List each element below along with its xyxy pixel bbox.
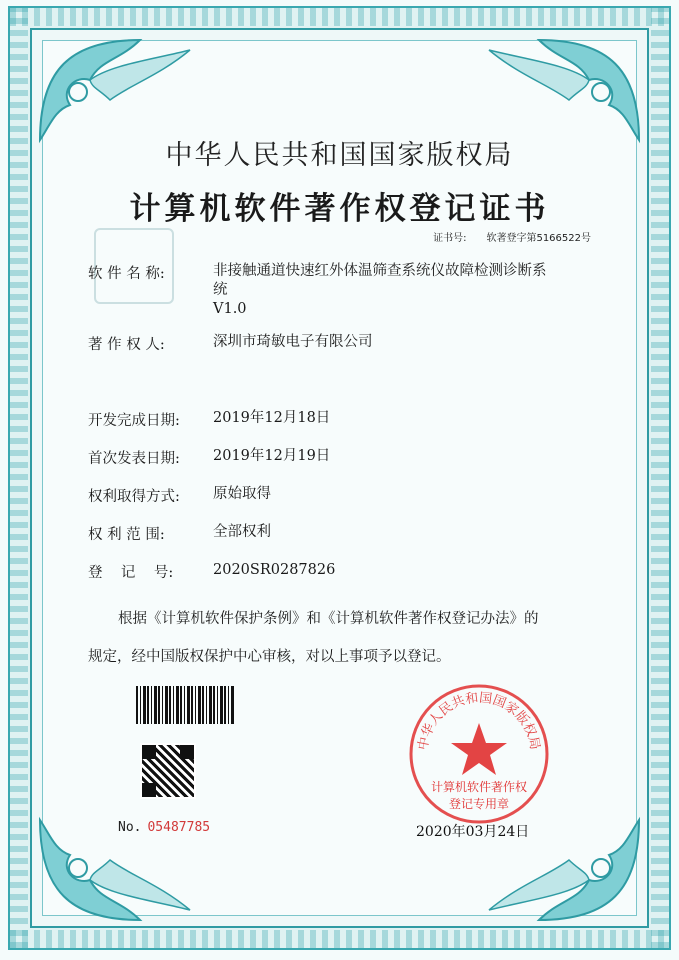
seal-text-line: 登记专用章 [448,797,509,811]
seal-ring-text: 中华人民共和国国家版权局 [415,690,543,752]
field-value [213,262,603,319]
field-value: 2019年12月19日 [213,448,331,464]
field-label: 首次发表日期: [88,451,180,467]
statement-line: 规定，经中国版权保护中心审核，对以上事项予以登记。 [88,649,451,665]
serial-number-value: 05487785 [147,820,211,835]
certificate-number-value: 软著登字第5166522号 [486,233,591,244]
serial-number [118,820,210,835]
software-version: V1.0 [213,301,247,317]
field-scope [88,523,271,544]
barcode-icon [136,686,234,724]
field-registration-number [88,561,336,582]
qr-code-icon [140,743,196,799]
field-label: 权利取得方式: [88,489,180,505]
certificate-number [433,229,591,244]
issue-date: 2020年03月24日 [416,824,530,840]
corner-ornament-icon [479,30,649,150]
field-label: 开发完成日期: [88,413,180,429]
field-owner [88,333,373,354]
serial-number-label: No. [118,820,142,835]
statement-text: 根据《计算机软件保护条例》和《计算机软件著作权登记办法》的 [118,611,539,627]
field-value: 深圳市琦敏电子有限公司 [213,334,373,350]
statement-paragraph [88,600,608,676]
field-label: 权 利 范 围: [88,527,165,543]
field-label: 软 件 名 称: [88,266,165,282]
field-value: 原始取得 [213,486,271,502]
field-dev-date [88,409,331,430]
corner-ornament-icon [30,30,200,150]
field-value: 2019年12月18日 [213,410,331,426]
field-software-name [88,262,547,317]
field-label: 著 作 权 人: [88,337,165,353]
software-name-line: 统 [213,282,228,298]
certificate-title: 计算机软件著作权登记证书 [129,191,550,227]
field-value: 全部权利 [213,524,271,540]
field-label: 登 记 号: [88,565,174,581]
field-pub-date [88,447,331,468]
issuer-name: 中华人民共和国国家版权局 [165,140,514,171]
field-acquisition [88,485,271,506]
software-name-line: 非接触通道快速红外体温筛查系统仪故障检测诊断系 [213,263,547,279]
seal-text-line: 计算机软件著作权 [430,780,527,794]
field-value: 2020SR0287826 [213,562,336,578]
statement-line [88,600,608,638]
certificate-number-label: 证书号: [433,233,467,244]
